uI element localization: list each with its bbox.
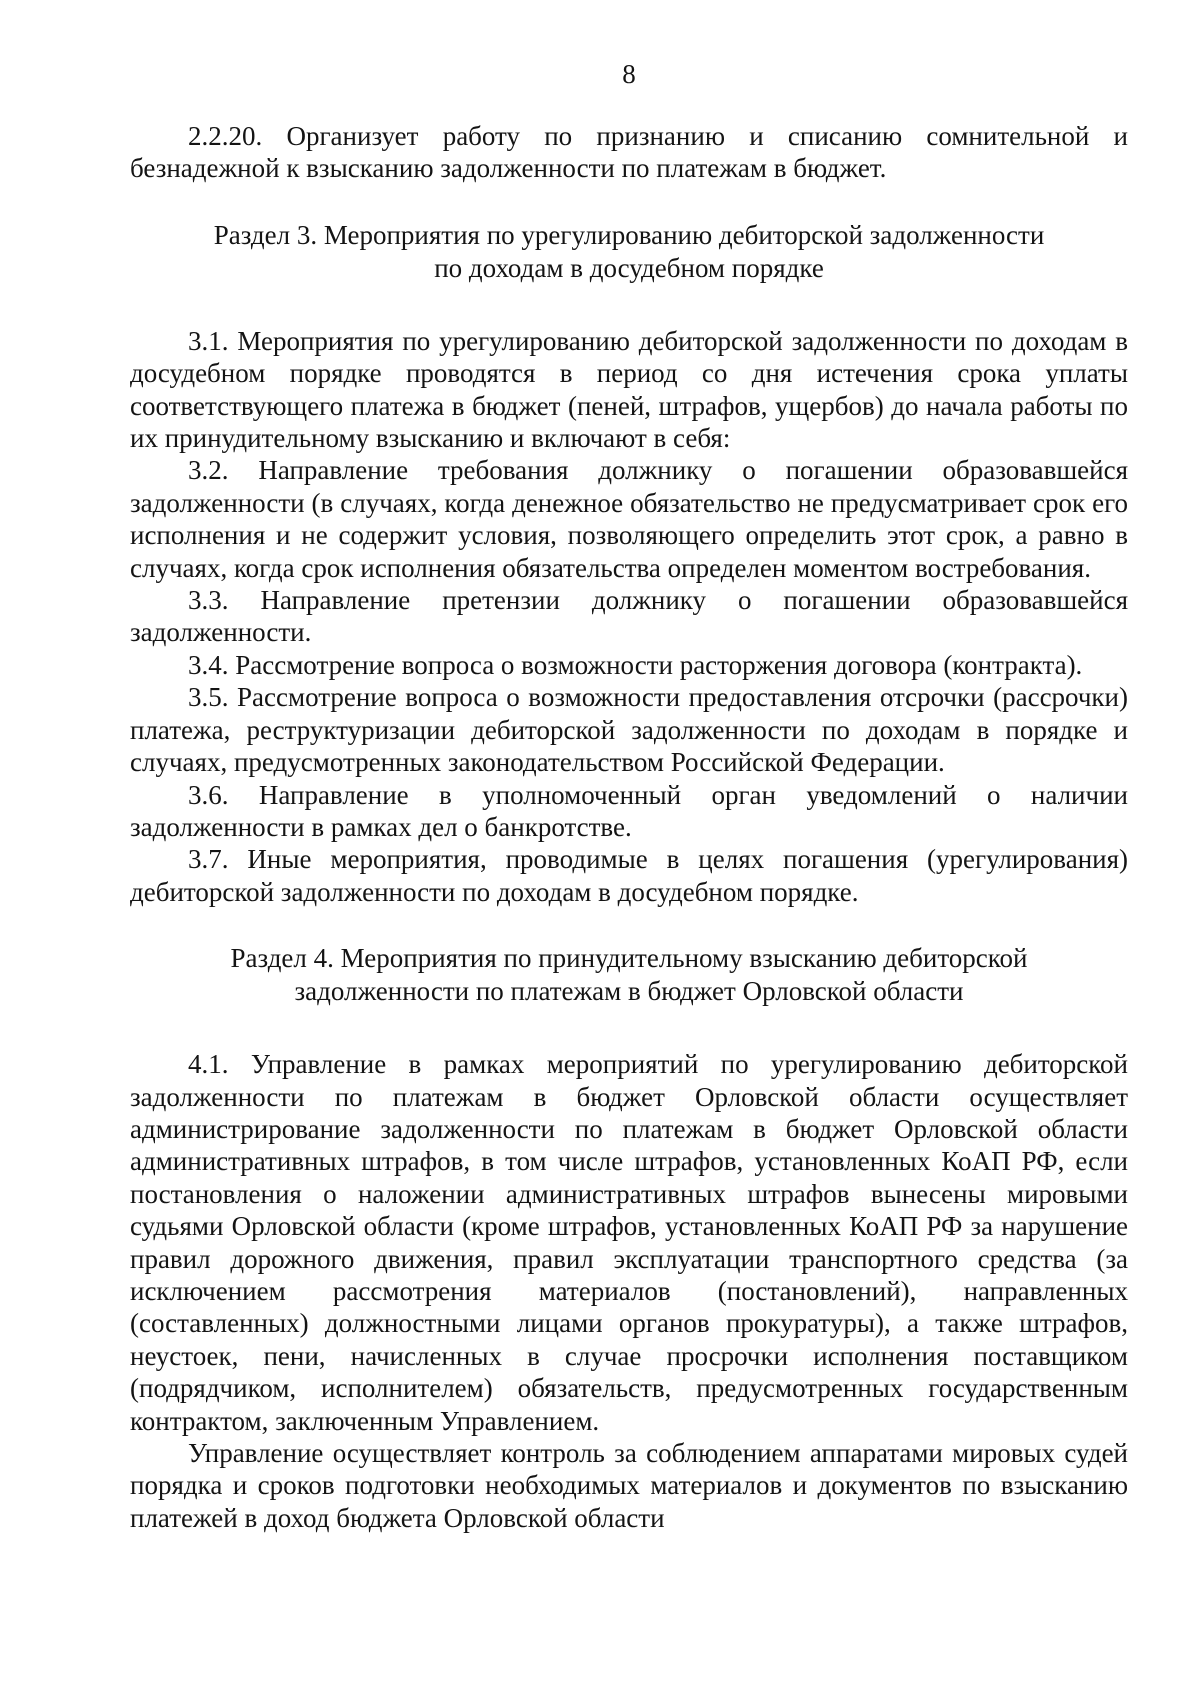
paragraph-3-4: 3.4. Рассмотрение вопроса о возможности расторжения договора (контракта). bbox=[188, 649, 1083, 680]
paragraph-3-3: 3.3. Направление претензии должнику о погашении образовавшейся задолженности. bbox=[130, 585, 1128, 648]
paragraph-4-1: 4.1. Управление в рамках мероприятий по урегулированию дебиторской задолженности по платежам в бюджет Орловской области осуществляет администрирование задолженности по платежам в бюджет Орловской области административных штрафов, в том числе штрафов, установленных КоАП РФ, если постановления о наложении административных штрафов вынесены мировыми судьями Орловской области (кроме штрафов, установленных КоАП РФ за нарушение правил дорожного движения, правил эксплуатации транспортного средства (за исключением рассмотрения материалов (постановлений), направленных (составленных) должностными лицами органов прокуратуры), а также штрафов, неустоек, пени, начисленных в случае просрочки исполнения поставщиком (подрядчиком, исполнителем) обязательств, предусмотренных государственным контрактом, заключенным Управлением. bbox=[130, 1049, 1128, 1436]
paragraph-4-1-continued: Управление осуществляет контроль за соблюдением аппаратами мировых судей порядка и сроков подготовки необходимых материалов и документов по взысканию платежей в доход бюджета Орловской области bbox=[130, 1438, 1128, 1533]
section-4-heading-line1: Раздел 4. Мероприятия по принудительному взысканию дебиторской bbox=[230, 943, 1028, 974]
page-number: 8 bbox=[622, 59, 636, 89]
document-page bbox=[130, 58, 1128, 1534]
paragraph-3-7: 3.7. Иные мероприятия, проводимые в целях погашения (урегулирования) дебиторской задолженности по доходам в досудебном порядке. bbox=[130, 844, 1128, 907]
paragraph-3-6: 3.6. Направление в уполномоченный орган уведомлений о наличии задолженности в рамках дел о банкротстве. bbox=[130, 779, 1128, 842]
paragraph-2-2-20: 2.2.20. Организует работу по признанию и списанию сомнительной и безнадежной к взысканию задолженности по платежам в бюджет. bbox=[130, 121, 1128, 184]
paragraph-3-5: 3.5. Рассмотрение вопроса о возможности предоставления отсрочки (рассрочки) платежа, реструктуризации дебиторской задолженности по доходам в порядке и случаях, предусмотренных законодательством Российской Федерации. bbox=[130, 682, 1128, 778]
paragraph-3-2: 3.2. Направление требования должнику о погашении образовавшейся задолженности (в случаях, когда денежное обязательство не предусматривает срок его исполнения и не содержит условия, позволяющего определить этот срок, а равно в случаях, когда срок исполнения обязательства определен моментом востребования. bbox=[130, 455, 1128, 583]
section-4-heading bbox=[130, 942, 1128, 1008]
section-3-heading-line1: Раздел 3. Мероприятия по урегулированию дебиторской задолженности bbox=[213, 219, 1045, 250]
section-3-heading-line2: по доходам в досудебном порядке bbox=[434, 252, 824, 283]
section-4-heading-line2: задолженности по платежам в бюджет Орловской области bbox=[294, 976, 964, 1007]
paragraph-3-1: 3.1. Мероприятия по урегулированию дебиторской задолженности по доходам в досудебном порядке проводятся в период со дня истечения срока уплаты соответствующего платежа в бюджет (пеней, штрафов, ущербов) до начала работы по их принудительному взысканию и включают в себя: bbox=[130, 325, 1128, 454]
section-3-heading bbox=[130, 219, 1128, 285]
